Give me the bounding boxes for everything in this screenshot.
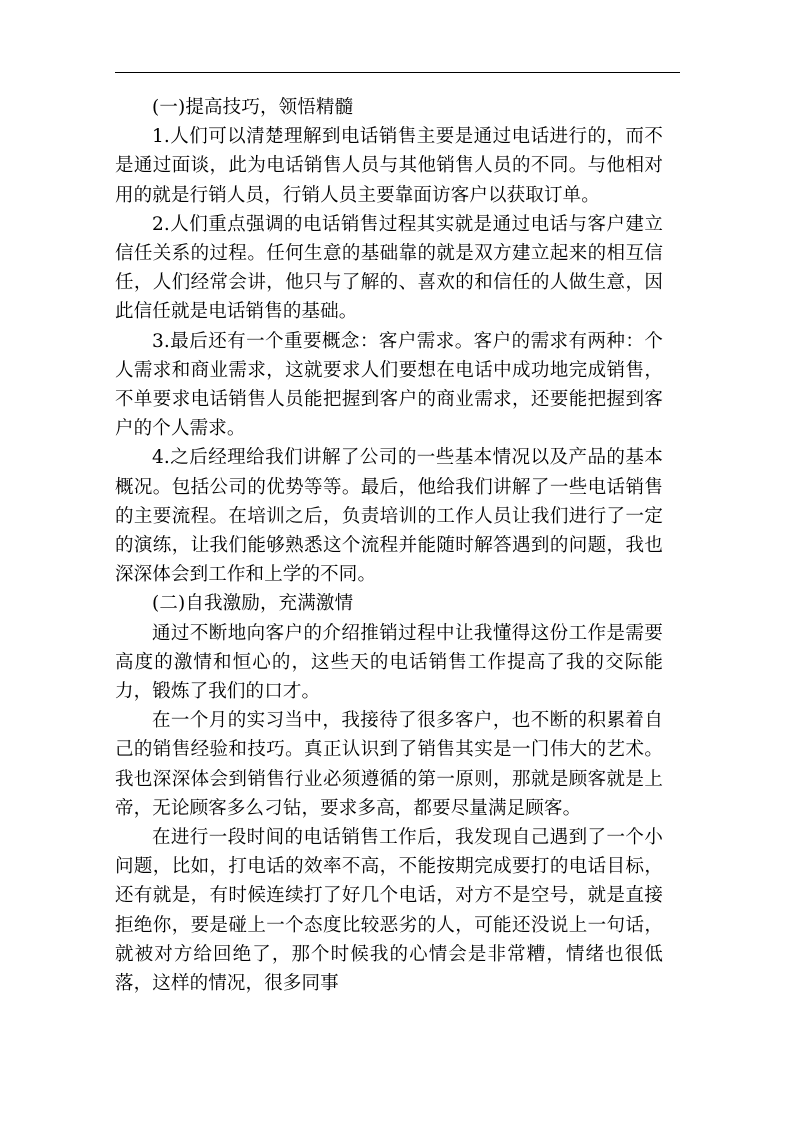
paragraph-3: 3.最后还有一个重要概念：客户需求。客户的需求有两种：个人需求和商业需求，这就要求人们要想在电话中成功地完成销售，不单要求电话销售人员能把握到客户的商业需求，还要能把握到客户的个人需求。 [115,330,663,440]
paragraph-4: 4.之后经理给我们讲解了公司的一些基本情况以及产品的基本概况。包括公司的优势等等。最后，他给我们讲解了一些电话销售的主要流程。在培训之后，负责培训的工作人员让我们进行了一定的演练，让我们能够熟悉这个流程并能随时解答遇到的问题，我也深深体会到工作和上学的不同。 [115,447,663,586]
document-body [115,93,663,998]
paragraph-6: 在一个月的实习当中，我接待了很多客户，也不断的积累着自己的销售经验和技巧。真正认识到了销售其实是一门伟大的艺术。我也深深体会到销售行业必须遵循的第一原则，那就是顾客就是上帝，无论顾客多么刁钻，要求多高，都要尽量满足顾客。 [115,710,663,819]
section-heading-2: (二)自我激励，充满激情 [152,593,354,615]
header-rule [115,72,680,73]
paragraph-5: 通过不断地向客户的介绍推销过程中让我懂得这份工作是需要高度的激情和恒心的，这些天的电话销售工作提高了我的交际能力，锻炼了我们的口才。 [115,622,663,703]
paragraph-7: 在进行一段时间的电话销售工作后，我发现自己遇到了一个小问题，比如，打电话的效率不高，不能按期完成要打的电话目标，还有就是，有时候连续打了好几个电话，对方不是空号，就是直接拒绝你，要是碰上一个态度比较恶劣的人，可能还没说上一句话，就被对方给回绝了，那个时候我的心情会是非常糟，情绪也很低落，这样的情况，很多同事 [115,827,663,995]
paragraph-1: 1.人们可以清楚理解到电话销售主要是通过电话进行的，而不是通过面谈，此为电话销售人员与其他销售人员的不同。与他相对用的就是行销人员，行销人员主要靠面访客户以获取订单。 [115,126,663,206]
paragraph-2: 2.人们重点强调的电话销售过程其实就是通过电话与客户建立信任关系的过程。任何生意的基础靠的就是双方建立起来的相互信任，人们经常会讲，他只与了解的、喜欢的和信任的人做生意，因此信任就是电话销售的基础。 [115,213,663,323]
section-heading-1: (一)提高技巧，领悟精髓 [152,97,354,118]
